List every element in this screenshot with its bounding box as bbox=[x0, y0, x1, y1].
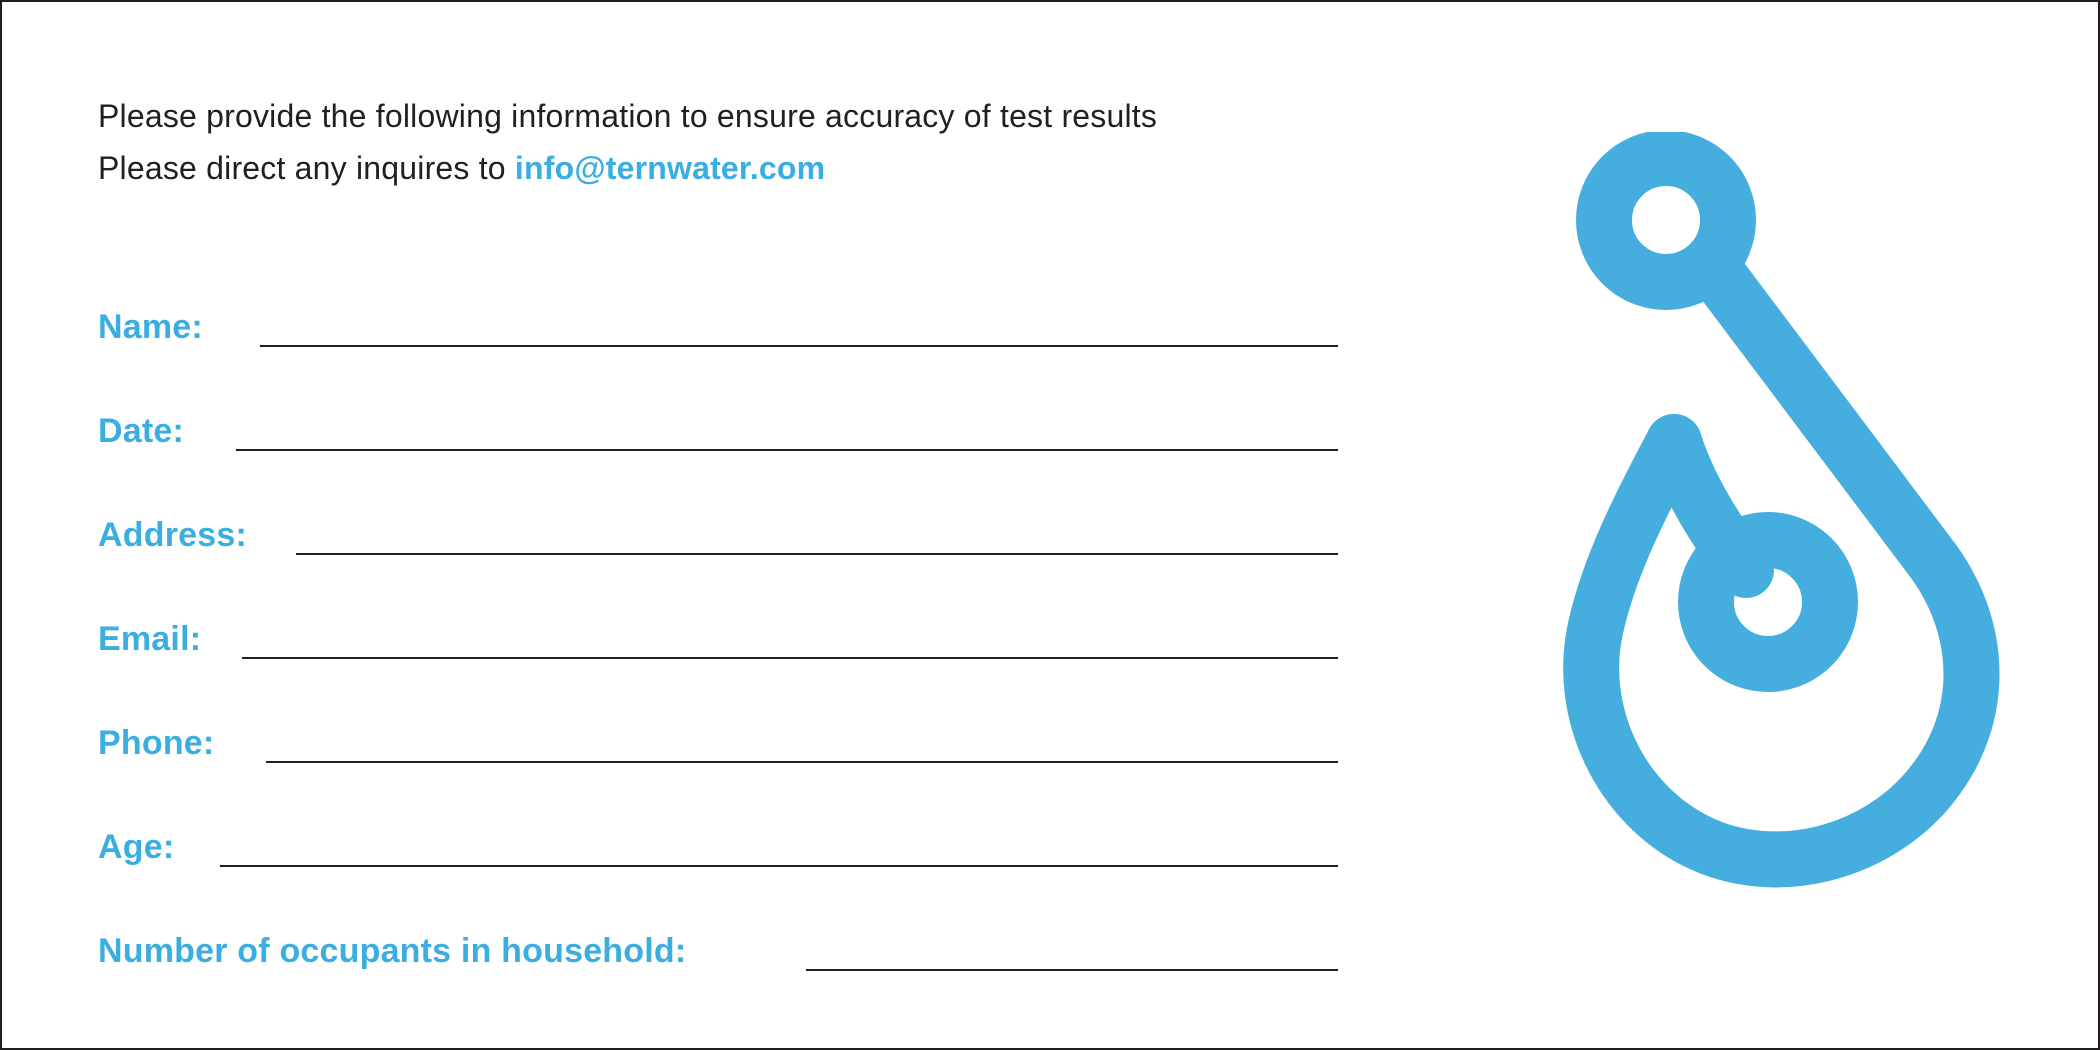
field-label-age: Age: bbox=[98, 828, 175, 866]
field-label-date: Date: bbox=[98, 412, 185, 450]
field-input-phone[interactable] bbox=[266, 761, 1338, 763]
field-label-email: Email: bbox=[98, 620, 202, 658]
intro-line-2-prefix: Please direct any inquires to bbox=[98, 150, 515, 186]
field-label-occupants: Number of occupants in household: bbox=[98, 932, 687, 970]
intro-block bbox=[98, 90, 1398, 194]
intro-line-2 bbox=[98, 142, 1398, 194]
field-row-phone bbox=[98, 673, 1338, 777]
field-row-occupants bbox=[98, 881, 1338, 985]
field-input-date[interactable] bbox=[236, 449, 1338, 451]
intro-line-1: Please provide the following information to ensure accuracy of test results bbox=[98, 98, 1158, 134]
form-fields bbox=[98, 257, 1338, 985]
field-input-name[interactable] bbox=[260, 345, 1338, 347]
field-row-age bbox=[98, 777, 1338, 881]
field-row-email bbox=[98, 569, 1338, 673]
field-label-phone: Phone: bbox=[98, 724, 215, 762]
field-input-address[interactable] bbox=[296, 553, 1338, 555]
field-input-age[interactable] bbox=[220, 865, 1338, 867]
field-row-name bbox=[98, 257, 1338, 361]
field-label-name: Name: bbox=[98, 308, 203, 346]
field-input-email[interactable] bbox=[242, 657, 1338, 659]
contact-email-link[interactable]: info@ternwater.com bbox=[514, 150, 826, 186]
ternwater-droplet-icon bbox=[1514, 132, 2014, 952]
field-row-address bbox=[98, 465, 1338, 569]
field-row-date bbox=[98, 361, 1338, 465]
field-label-address: Address: bbox=[98, 516, 247, 554]
field-input-occupants[interactable] bbox=[806, 969, 1338, 971]
